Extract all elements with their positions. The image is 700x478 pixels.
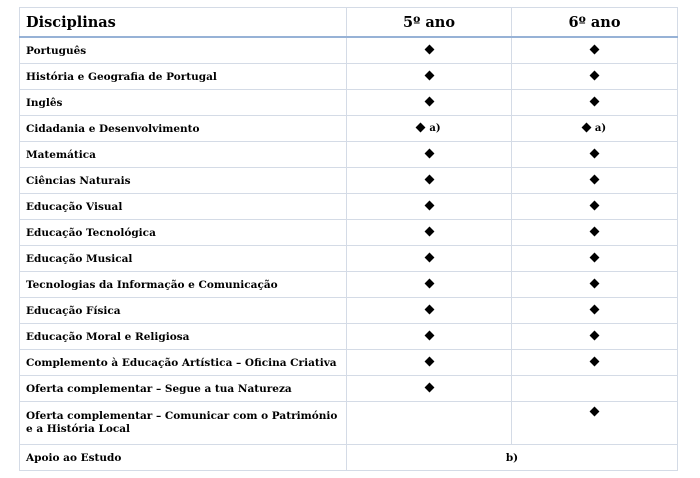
subject-cell: Ciências Naturais [20, 168, 347, 194]
diamond-marker-icon [424, 331, 434, 341]
diamond-marker-icon [424, 97, 434, 107]
diamond-marker-icon [424, 357, 434, 367]
diamond-marker-icon [590, 201, 600, 211]
year6-cell [512, 168, 678, 194]
subject-cell: Oferta complementar – Segue a tua Natureza [20, 376, 347, 402]
year6-cell [512, 220, 678, 246]
header-disciplinas: Disciplinas [20, 8, 347, 38]
year6-cell [512, 402, 678, 445]
diamond-marker-icon [590, 149, 600, 159]
diamond-marker-icon [424, 305, 434, 315]
subject-cell: Matemática [20, 142, 347, 168]
diamond-marker-icon [590, 71, 600, 81]
subject-cell: Apoio ao Estudo [20, 445, 347, 471]
subject-cell: Português [20, 37, 347, 64]
table-header-row [20, 8, 678, 38]
table-row [20, 168, 678, 194]
diamond-marker-icon [590, 406, 600, 416]
year6-cell [512, 298, 678, 324]
table-row [20, 376, 678, 402]
table-row [20, 90, 678, 116]
year5-cell [347, 220, 512, 246]
diamond-marker-icon [590, 357, 600, 367]
table-row [20, 272, 678, 298]
subject-cell: Educação Tecnológica [20, 220, 347, 246]
year5-cell [347, 350, 512, 376]
diamond-marker-icon [590, 253, 600, 263]
diamond-marker-icon [416, 123, 426, 133]
year6-cell [512, 194, 678, 220]
subject-cell: Educação Musical [20, 246, 347, 272]
diamond-marker-icon [424, 253, 434, 263]
diamond-marker-icon [590, 331, 600, 341]
table-row [20, 324, 678, 350]
year6-cell [512, 350, 678, 376]
footnote-a: a) [429, 123, 441, 134]
diamond-marker-icon [424, 201, 434, 211]
year5-cell [347, 90, 512, 116]
year5-cell [347, 298, 512, 324]
diamond-marker-icon [590, 97, 600, 107]
merged-years-cell: b) [347, 445, 678, 471]
year5-cell [347, 142, 512, 168]
year5-cell [347, 64, 512, 90]
diamond-marker-icon [424, 71, 434, 81]
year5-cell [347, 376, 512, 402]
subject-cell: Complemento à Educação Artística – Oficina Criativa [20, 350, 347, 376]
year6-cell [512, 272, 678, 298]
year6-cell [512, 246, 678, 272]
table-row [20, 64, 678, 90]
diamond-marker-icon [590, 279, 600, 289]
subject-cell: Tecnologias da Informação e Comunicação [20, 272, 347, 298]
disciplines-table [19, 7, 678, 471]
table-row [20, 350, 678, 376]
diamond-marker-icon [590, 227, 600, 237]
year6-cell [512, 37, 678, 64]
year5-cell [347, 168, 512, 194]
year5-cell [347, 246, 512, 272]
year6-cell [512, 376, 678, 402]
diamond-marker-icon [424, 227, 434, 237]
diamond-marker-icon [590, 305, 600, 315]
table-row [20, 402, 678, 445]
table-row [20, 220, 678, 246]
subject-cell: Educação Física [20, 298, 347, 324]
diamond-marker-icon [424, 279, 434, 289]
year6-cell [512, 142, 678, 168]
subject-cell: Inglês [20, 90, 347, 116]
table-row [20, 194, 678, 220]
table-row [20, 246, 678, 272]
year6-cell [512, 324, 678, 350]
subject-cell: Cidadania e Desenvolvimento [20, 116, 347, 142]
year6-cell [512, 64, 678, 90]
diamond-marker-icon [590, 45, 600, 55]
table-row [20, 37, 678, 64]
diamond-marker-icon [424, 45, 434, 55]
year5-cell [347, 272, 512, 298]
subject-cell: Educação Moral e Religiosa [20, 324, 347, 350]
diamond-marker-icon [424, 383, 434, 393]
diamond-marker-icon [424, 149, 434, 159]
table-row [20, 116, 678, 142]
diamond-marker-icon [590, 175, 600, 185]
year5-cell [347, 37, 512, 64]
header-6-ano: 6º ano [512, 8, 678, 38]
subject-cell: História e Geografia de Portugal [20, 64, 347, 90]
year5-cell [347, 194, 512, 220]
year5-cell [347, 324, 512, 350]
table-row [20, 142, 678, 168]
table-row [20, 445, 678, 471]
header-5-ano: 5º ano [347, 8, 512, 38]
diamond-marker-icon [581, 123, 591, 133]
subject-cell: Oferta complementar – Comunicar com o Património e a História Local [20, 402, 347, 445]
diamond-marker-icon [424, 175, 434, 185]
year5-cell [347, 402, 512, 445]
year6-cell [512, 116, 678, 142]
year5-cell [347, 116, 512, 142]
year6-cell [512, 90, 678, 116]
subject-cell: Educação Visual [20, 194, 347, 220]
table-row [20, 298, 678, 324]
footnote-a: a) [594, 123, 607, 134]
